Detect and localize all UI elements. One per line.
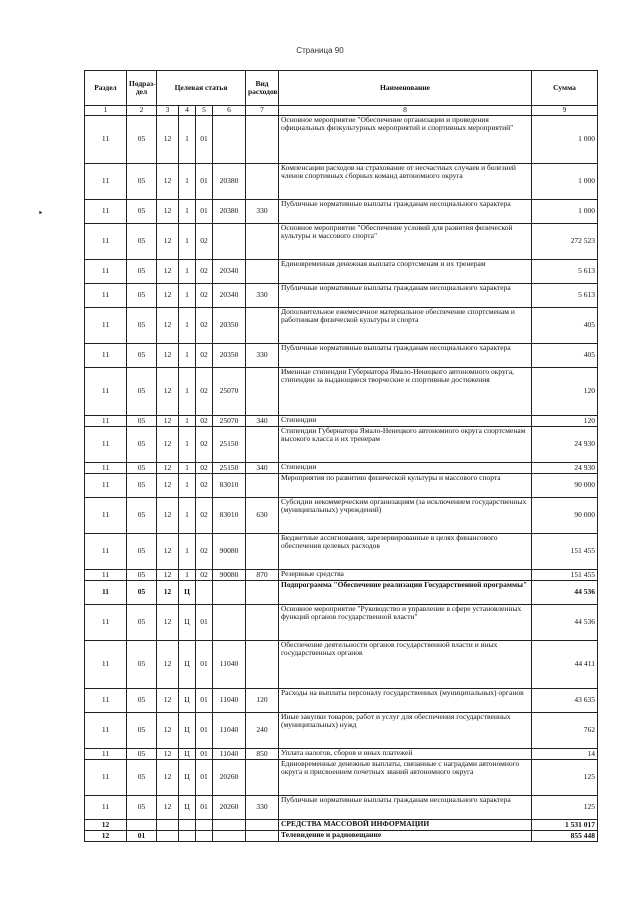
cell-tselevaya-4 xyxy=(213,116,246,164)
cell-naimenovanie: Мероприятия по развитию физической культуры и массового спорта xyxy=(279,474,532,498)
cell-razdel: 11 xyxy=(85,689,127,713)
cell-naimenovanie: Резервные средства xyxy=(279,570,532,581)
table-row xyxy=(85,534,598,570)
cell-tselevaya-1: 12 xyxy=(157,498,179,534)
cell-naimenovanie: Стипендии Губернатора Ямало-Ненецкого автономного округа спортсменам высокого класса и их тренерам xyxy=(279,427,532,463)
header-podrazdel: Подраз-дел xyxy=(127,71,157,106)
cell-vid-raskhodov xyxy=(246,820,279,831)
cell-tselevaya-2: Ц xyxy=(179,605,196,641)
cell-naimenovanie: Телевидение и радиовещание xyxy=(279,831,532,842)
cell-naimenovanie: Уплата налогов, сборов и иных платежей xyxy=(279,749,532,760)
cell-tselevaya-3: 02 xyxy=(196,498,213,534)
cell-vid-raskhodov xyxy=(246,427,279,463)
cell-tselevaya-1 xyxy=(157,831,179,842)
cell-summa: 5 613 xyxy=(532,284,598,308)
header-naimenovanie: Наименование xyxy=(279,71,532,106)
cell-vid-raskhodov xyxy=(246,164,279,200)
cell-tselevaya-2: 1 xyxy=(179,200,196,224)
cell-tselevaya-1: 12 xyxy=(157,641,179,689)
cell-tselevaya-4: 11040 xyxy=(213,689,246,713)
cell-razdel: 11 xyxy=(85,498,127,534)
cell-summa: 125 xyxy=(532,796,598,820)
cell-summa: 24 930 xyxy=(532,427,598,463)
cell-tselevaya-4: 11040 xyxy=(213,641,246,689)
cell-podrazdel: 05 xyxy=(127,498,157,534)
cell-vid-raskhodov xyxy=(246,474,279,498)
cell-tselevaya-4: 20350 xyxy=(213,344,246,368)
cell-tselevaya-4: 11040 xyxy=(213,749,246,760)
column-number: 5 xyxy=(196,106,213,116)
cell-tselevaya-3 xyxy=(196,581,213,605)
cell-tselevaya-1: 12 xyxy=(157,570,179,581)
cell-tselevaya-2: Ц xyxy=(179,581,196,605)
cell-tselevaya-3: 02 xyxy=(196,260,213,284)
cell-tselevaya-4: 20260 xyxy=(213,796,246,820)
cell-tselevaya-1: 12 xyxy=(157,284,179,308)
column-number: 6 xyxy=(213,106,246,116)
column-number: 2 xyxy=(127,106,157,116)
cell-tselevaya-1: 12 xyxy=(157,427,179,463)
cell-naimenovanie: СРЕДСТВА МАССОВОЙ ИНФОРМАЦИИ xyxy=(279,820,532,831)
cell-tselevaya-4: 25150 xyxy=(213,427,246,463)
cell-naimenovanie: Обеспечение деятельности органов государственной власти и иных государственных органов xyxy=(279,641,532,689)
cell-vid-raskhodov xyxy=(246,534,279,570)
cell-vid-raskhodov: 330 xyxy=(246,344,279,368)
cell-naimenovanie: Единовременные денежные выплаты, связанные с наградами автономного округа и присвоением почетных званий автономного округа xyxy=(279,760,532,796)
cell-tselevaya-2: Ц xyxy=(179,749,196,760)
column-number: 1 xyxy=(85,106,127,116)
cell-naimenovanie: Компенсации расходов на страхование от несчастных случаев и болезней членов спортивных сборных команд автономного округа xyxy=(279,164,532,200)
cell-tselevaya-2: Ц xyxy=(179,689,196,713)
cell-tselevaya-2: 1 xyxy=(179,570,196,581)
cell-tselevaya-1: 12 xyxy=(157,308,179,344)
cell-tselevaya-2: 1 xyxy=(179,498,196,534)
cell-tselevaya-3: 01 xyxy=(196,164,213,200)
cell-tselevaya-1: 12 xyxy=(157,796,179,820)
cell-tselevaya-3: 02 xyxy=(196,344,213,368)
cell-tselevaya-3: 02 xyxy=(196,463,213,474)
cell-summa: 24 930 xyxy=(532,463,598,474)
table-row xyxy=(85,308,598,344)
cell-tselevaya-1: 12 xyxy=(157,749,179,760)
cell-tselevaya-1: 12 xyxy=(157,474,179,498)
cell-vid-raskhodov: 630 xyxy=(246,498,279,534)
cell-vid-raskhodov: 120 xyxy=(246,689,279,713)
cell-tselevaya-3: 01 xyxy=(196,796,213,820)
cell-tselevaya-1: 12 xyxy=(157,368,179,416)
table-row xyxy=(85,570,598,581)
cell-tselevaya-1: 12 xyxy=(157,344,179,368)
cell-summa: 44 411 xyxy=(532,641,598,689)
cell-tselevaya-3: 01 xyxy=(196,713,213,749)
cell-vid-raskhodov: 850 xyxy=(246,749,279,760)
cell-razdel: 11 xyxy=(85,284,127,308)
stray-mark: ‣ xyxy=(38,208,44,218)
table-row xyxy=(85,605,598,641)
column-number: 8 xyxy=(279,106,532,116)
cell-vid-raskhodov xyxy=(246,641,279,689)
column-number: 4 xyxy=(179,106,196,116)
cell-summa: 1 531 017 xyxy=(532,820,598,831)
cell-razdel: 11 xyxy=(85,224,127,260)
cell-naimenovanie: Публичные нормативные выплаты гражданам несоциального характера xyxy=(279,344,532,368)
cell-tselevaya-1: 12 xyxy=(157,534,179,570)
cell-podrazdel: 05 xyxy=(127,605,157,641)
cell-tselevaya-1 xyxy=(157,820,179,831)
cell-tselevaya-2: 1 xyxy=(179,416,196,427)
cell-razdel: 11 xyxy=(85,570,127,581)
cell-tselevaya-4: 90080 xyxy=(213,570,246,581)
table-row xyxy=(85,474,598,498)
cell-tselevaya-2: 1 xyxy=(179,308,196,344)
cell-vid-raskhodov: 330 xyxy=(246,796,279,820)
cell-tselevaya-1: 12 xyxy=(157,581,179,605)
cell-summa: 120 xyxy=(532,416,598,427)
cell-tselevaya-3: 01 xyxy=(196,760,213,796)
cell-podrazdel: 05 xyxy=(127,534,157,570)
cell-tselevaya-2: Ц xyxy=(179,641,196,689)
table-row xyxy=(85,760,598,796)
cell-tselevaya-3: 02 xyxy=(196,534,213,570)
budget-table xyxy=(84,70,598,842)
cell-tselevaya-1: 12 xyxy=(157,164,179,200)
table-row xyxy=(85,416,598,427)
cell-vid-raskhodov: 330 xyxy=(246,284,279,308)
cell-razdel: 12 xyxy=(85,820,127,831)
cell-tselevaya-3: 01 xyxy=(196,641,213,689)
cell-tselevaya-4 xyxy=(213,831,246,842)
cell-tselevaya-2: 1 xyxy=(179,164,196,200)
cell-naimenovanie: Основное мероприятие "Обеспечение организации и проведения официальных физкультурных мероприятий и спортивных мероприятий" xyxy=(279,116,532,164)
cell-podrazdel: 05 xyxy=(127,116,157,164)
cell-naimenovanie: Расходы на выплаты персоналу государственных (муниципальных) органов xyxy=(279,689,532,713)
cell-summa: 855 448 xyxy=(532,831,598,842)
cell-naimenovanie: Иные закупки товаров, работ и услуг для обеспечения государственных (муниципальных) нужд xyxy=(279,713,532,749)
cell-tselevaya-4: 11040 xyxy=(213,713,246,749)
cell-tselevaya-2 xyxy=(179,820,196,831)
cell-tselevaya-4 xyxy=(213,224,246,260)
cell-podrazdel: 05 xyxy=(127,570,157,581)
cell-tselevaya-1: 12 xyxy=(157,713,179,749)
cell-tselevaya-2: 1 xyxy=(179,284,196,308)
cell-razdel: 11 xyxy=(85,641,127,689)
table-row xyxy=(85,463,598,474)
cell-tselevaya-1: 12 xyxy=(157,463,179,474)
header-razdel: Раздел xyxy=(85,71,127,106)
cell-tselevaya-2: Ц xyxy=(179,796,196,820)
cell-tselevaya-2: Ц xyxy=(179,713,196,749)
table-row xyxy=(85,713,598,749)
header-summa: Сумма xyxy=(532,71,598,106)
cell-vid-raskhodov xyxy=(246,581,279,605)
cell-tselevaya-2: 1 xyxy=(179,427,196,463)
cell-tselevaya-4: 90080 xyxy=(213,534,246,570)
cell-razdel: 11 xyxy=(85,796,127,820)
cell-tselevaya-2: 1 xyxy=(179,474,196,498)
cell-podrazdel: 05 xyxy=(127,463,157,474)
cell-tselevaya-2: 1 xyxy=(179,224,196,260)
cell-summa: 405 xyxy=(532,308,598,344)
cell-tselevaya-4 xyxy=(213,820,246,831)
cell-podrazdel: 05 xyxy=(127,260,157,284)
cell-tselevaya-3: 01 xyxy=(196,749,213,760)
cell-summa: 5 613 xyxy=(532,260,598,284)
table-row xyxy=(85,689,598,713)
cell-tselevaya-4: 20350 xyxy=(213,308,246,344)
table-row xyxy=(85,820,598,831)
table-row xyxy=(85,749,598,760)
cell-tselevaya-4: 25070 xyxy=(213,368,246,416)
cell-vid-raskhodov xyxy=(246,831,279,842)
header-vid-raskhodov: Вид расходов xyxy=(246,71,279,106)
cell-vid-raskhodov xyxy=(246,224,279,260)
cell-summa: 151 455 xyxy=(532,570,598,581)
cell-tselevaya-1: 12 xyxy=(157,200,179,224)
table-row xyxy=(85,498,598,534)
cell-tselevaya-4: 20260 xyxy=(213,760,246,796)
cell-razdel: 11 xyxy=(85,260,127,284)
cell-podrazdel: 05 xyxy=(127,427,157,463)
table-row xyxy=(85,796,598,820)
cell-podrazdel xyxy=(127,820,157,831)
cell-vid-raskhodov: 330 xyxy=(246,200,279,224)
cell-vid-raskhodov: 340 xyxy=(246,416,279,427)
cell-tselevaya-3: 02 xyxy=(196,427,213,463)
cell-tselevaya-2: 1 xyxy=(179,344,196,368)
cell-tselevaya-4 xyxy=(213,605,246,641)
cell-tselevaya-4: 20380 xyxy=(213,164,246,200)
cell-tselevaya-1: 12 xyxy=(157,116,179,164)
cell-summa: 762 xyxy=(532,713,598,749)
cell-tselevaya-3: 01 xyxy=(196,116,213,164)
cell-vid-raskhodov xyxy=(246,368,279,416)
cell-razdel: 11 xyxy=(85,116,127,164)
cell-vid-raskhodov: 240 xyxy=(246,713,279,749)
cell-tselevaya-3 xyxy=(196,820,213,831)
cell-podrazdel: 05 xyxy=(127,760,157,796)
cell-summa: 43 635 xyxy=(532,689,598,713)
cell-razdel: 11 xyxy=(85,713,127,749)
cell-vid-raskhodov xyxy=(246,605,279,641)
cell-naimenovanie: Публичные нормативные выплаты гражданам несоциального характера xyxy=(279,200,532,224)
cell-tselevaya-2: 1 xyxy=(179,368,196,416)
cell-podrazdel: 05 xyxy=(127,200,157,224)
cell-summa: 151 455 xyxy=(532,534,598,570)
cell-tselevaya-2: 1 xyxy=(179,260,196,284)
cell-podrazdel: 05 xyxy=(127,344,157,368)
cell-razdel: 11 xyxy=(85,760,127,796)
cell-razdel: 11 xyxy=(85,308,127,344)
cell-tselevaya-2: 1 xyxy=(179,534,196,570)
cell-naimenovanie: Дополнительное ежемесячное материальное обеспечение спортсменам и работникам физической культуры и спорта xyxy=(279,308,532,344)
cell-podrazdel: 05 xyxy=(127,581,157,605)
column-number: 3 xyxy=(157,106,179,116)
table-row xyxy=(85,641,598,689)
cell-razdel: 11 xyxy=(85,605,127,641)
cell-tselevaya-4: 20380 xyxy=(213,200,246,224)
cell-tselevaya-1: 12 xyxy=(157,689,179,713)
header-tselevaya-statya: Целевая статья xyxy=(157,71,246,106)
cell-tselevaya-4: 83010 xyxy=(213,474,246,498)
cell-podrazdel: 05 xyxy=(127,164,157,200)
cell-tselevaya-2: 1 xyxy=(179,116,196,164)
cell-razdel: 11 xyxy=(85,427,127,463)
cell-naimenovanie: Основное мероприятие "Руководство и управление в сфере установленных функций органов государственной власти" xyxy=(279,605,532,641)
cell-summa: 1 000 xyxy=(532,164,598,200)
cell-podrazdel: 05 xyxy=(127,368,157,416)
cell-naimenovanie: Подпрограмма "Обеспечение реализации Государственной программы" xyxy=(279,581,532,605)
cell-summa: 14 xyxy=(532,749,598,760)
cell-naimenovanie: Именные стипендии Губернатора Ямало-Ненецкого автономного округа, стипендии за выдающиеся творческие и спортивные достижения xyxy=(279,368,532,416)
cell-summa: 272 523 xyxy=(532,224,598,260)
table-row xyxy=(85,200,598,224)
cell-podrazdel: 05 xyxy=(127,224,157,260)
cell-tselevaya-3: 02 xyxy=(196,308,213,344)
cell-tselevaya-3 xyxy=(196,831,213,842)
cell-razdel: 11 xyxy=(85,416,127,427)
cell-naimenovanie: Единовременная денежная выплата спортсменам и их тренерам xyxy=(279,260,532,284)
cell-naimenovanie: Стипендии xyxy=(279,416,532,427)
cell-podrazdel: 05 xyxy=(127,713,157,749)
cell-tselevaya-2: Ц xyxy=(179,760,196,796)
cell-razdel: 12 xyxy=(85,831,127,842)
cell-razdel: 11 xyxy=(85,164,127,200)
cell-razdel: 11 xyxy=(85,200,127,224)
table-header-row xyxy=(85,71,598,106)
cell-podrazdel: 05 xyxy=(127,416,157,427)
cell-tselevaya-3: 01 xyxy=(196,605,213,641)
cell-vid-raskhodov xyxy=(246,760,279,796)
cell-summa: 125 xyxy=(532,760,598,796)
cell-vid-raskhodov: 340 xyxy=(246,463,279,474)
cell-tselevaya-4: 25150 xyxy=(213,463,246,474)
cell-razdel: 11 xyxy=(85,474,127,498)
cell-naimenovanie: Бюджетные ассигнования, зарезервированные в целях финансового обеспечения целевых расходов xyxy=(279,534,532,570)
page-number-label: Страница 90 xyxy=(296,46,344,55)
table-row xyxy=(85,831,598,842)
cell-tselevaya-3: 02 xyxy=(196,284,213,308)
cell-tselevaya-3: 02 xyxy=(196,368,213,416)
cell-podrazdel: 05 xyxy=(127,284,157,308)
cell-summa: 90 000 xyxy=(532,498,598,534)
cell-tselevaya-3: 02 xyxy=(196,474,213,498)
cell-summa: 1 000 xyxy=(532,200,598,224)
cell-vid-raskhodov xyxy=(246,260,279,284)
cell-tselevaya-4: 20340 xyxy=(213,284,246,308)
column-number: 7 xyxy=(246,106,279,116)
cell-razdel: 11 xyxy=(85,749,127,760)
cell-summa: 405 xyxy=(532,344,598,368)
cell-podrazdel: 05 xyxy=(127,749,157,760)
cell-razdel: 11 xyxy=(85,368,127,416)
cell-summa: 44 536 xyxy=(532,581,598,605)
column-number-row xyxy=(85,106,598,116)
column-number: 9 xyxy=(532,106,598,116)
table-row xyxy=(85,260,598,284)
cell-tselevaya-3: 02 xyxy=(196,224,213,260)
cell-podrazdel: 05 xyxy=(127,689,157,713)
cell-vid-raskhodov: 870 xyxy=(246,570,279,581)
cell-summa: 44 536 xyxy=(532,605,598,641)
cell-naimenovanie: Стипендии xyxy=(279,463,532,474)
table-row xyxy=(85,116,598,164)
cell-tselevaya-1: 12 xyxy=(157,605,179,641)
table-row xyxy=(85,284,598,308)
cell-naimenovanie: Субсидии некоммерческим организациям (за исключением государственных (муниципальных) учреждений) xyxy=(279,498,532,534)
cell-tselevaya-2 xyxy=(179,831,196,842)
cell-razdel: 11 xyxy=(85,463,127,474)
cell-tselevaya-3: 02 xyxy=(196,416,213,427)
cell-tselevaya-1: 12 xyxy=(157,224,179,260)
cell-tselevaya-3: 01 xyxy=(196,689,213,713)
cell-tselevaya-1: 12 xyxy=(157,260,179,284)
table-row xyxy=(85,581,598,605)
cell-tselevaya-4 xyxy=(213,581,246,605)
cell-tselevaya-4: 25070 xyxy=(213,416,246,427)
cell-razdel: 11 xyxy=(85,581,127,605)
table-body xyxy=(85,116,598,842)
table-row xyxy=(85,164,598,200)
cell-tselevaya-4: 83010 xyxy=(213,498,246,534)
cell-podrazdel: 05 xyxy=(127,474,157,498)
cell-tselevaya-3: 01 xyxy=(196,200,213,224)
table-row xyxy=(85,344,598,368)
cell-naimenovanie: Публичные нормативные выплаты гражданам несоциального характера xyxy=(279,284,532,308)
cell-naimenovanie: Основное мероприятие "Обеспечение условий для развития физической культуры и массового спорта" xyxy=(279,224,532,260)
cell-tselevaya-1: 12 xyxy=(157,416,179,427)
table-row xyxy=(85,224,598,260)
cell-tselevaya-3: 02 xyxy=(196,570,213,581)
cell-tselevaya-2: 1 xyxy=(179,463,196,474)
table-row xyxy=(85,368,598,416)
cell-podrazdel: 05 xyxy=(127,308,157,344)
cell-tselevaya-1: 12 xyxy=(157,760,179,796)
cell-summa: 120 xyxy=(532,368,598,416)
cell-razdel: 11 xyxy=(85,534,127,570)
cell-summa: 1 000 xyxy=(532,116,598,164)
cell-razdel: 11 xyxy=(85,344,127,368)
cell-naimenovanie: Публичные нормативные выплаты гражданам несоциального характера xyxy=(279,796,532,820)
cell-podrazdel: 05 xyxy=(127,796,157,820)
cell-tselevaya-4: 20340 xyxy=(213,260,246,284)
cell-vid-raskhodov xyxy=(246,308,279,344)
table-row xyxy=(85,427,598,463)
cell-vid-raskhodov xyxy=(246,116,279,164)
cell-podrazdel: 01 xyxy=(127,831,157,842)
cell-podrazdel: 05 xyxy=(127,641,157,689)
cell-summa: 90 000 xyxy=(532,474,598,498)
